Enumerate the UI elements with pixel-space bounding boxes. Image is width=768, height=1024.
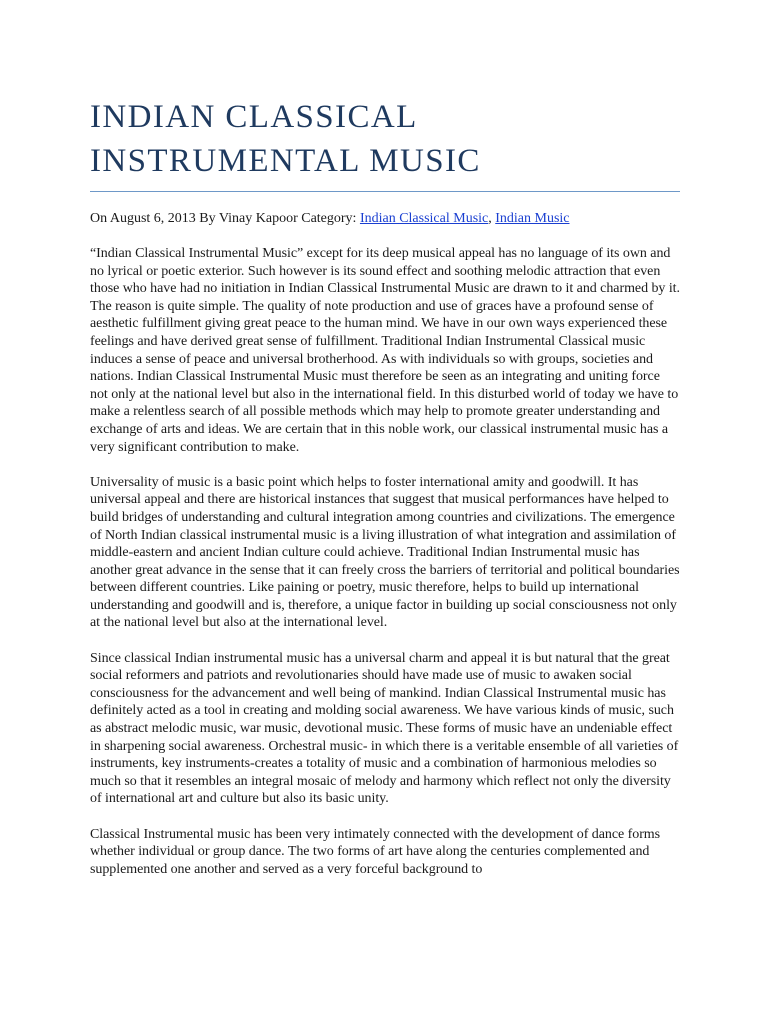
- article-body: [90, 245, 680, 878]
- category-link-indian-classical-music[interactable]: Indian Classical Music: [359, 211, 489, 226]
- article-title: INDIAN CLASSICAL INSTRUMENTAL MUSIC: [90, 99, 481, 179]
- meta-separator: ,: [488, 211, 496, 226]
- meta-prefix: On August 6, 2013 By Vinay Kapoor Category:: [90, 211, 360, 226]
- title-divider: [90, 191, 680, 192]
- category-link-indian-music[interactable]: Indian Music: [495, 211, 570, 226]
- paragraph-1: “Indian Classical Instrumental Music” except for its deep musical appeal has no language of its own and no lyrical or poetic exterior. Such however is its sound effect and soothing melodic attraction that even those who have had no initiation in Indian Classical Instrumental Music are drawn to it and charmed by it. The reason is quite simple. The quality of note production and use of graces have a profound sense of aesthetic fulfillment giving great peace to the human mind. We have in our own ways experienced these feelings and have derived great sense of fulfillment. Traditional Indian Instrumental Classical music induces a sense of peace and universal brotherhood. As with individuals so with groups, societies and nations. Indian Classical Instrumental Music must therefore be seen as an integrating and uniting force not only at the national level but also in the international field. In this disturbed world of today we have to make a relentless search of all possible methods which may help to promote greater understanding and exchange of arts and ideas. We are certain that in this noble work, our classical instrumental music has a very significant contribution to make.: [90, 246, 680, 455]
- paragraph-3: Since classical Indian instrumental music has a universal charm and appeal it is but natural that the great social reformers and patriots and revolutionaries should have made use of music to awaken social consciousness for the advancement and well being of mankind. Indian Classical Instrumental music has definitely acted as a tool in creating and molding social awareness. We have various kinds of music, such as abstract melodic music, war music, devotional music. These forms of music have an undeniable effect in sharpening social awareness. Orchestral music- in which there is a veritable ensemble of all varieties of instruments, key instruments-creates a totality of music and a combination of harmonious melodies so much so that it resembles an integral mosaic of melody and harmony which reflect not only the diversity of international art and culture but also its basic unity.: [90, 650, 679, 807]
- paragraph-2: Universality of music is a basic point which helps to foster international amity and goodwill. It has universal appeal and there are historical instances that suggest that musical performances have helped to build bridges of understanding and cultural integration among countries and civilizations. The emergence of North Indian classical instrumental music is a living illustration of what integration and assimilation of middle-eastern and ancient Indian culture could achieve. Traditional Indian Instrumental music has another great advance in the sense that it can freely cross the barriers of territorial and political boundaries between different countries. Like paining or poetry, music therefore, helps to build up international understanding and goodwill and is, therefore, a unique factor in building up social consciousness not only at the national level but also at the international level.: [90, 474, 680, 631]
- article-meta: [90, 210, 680, 228]
- paragraph-4: Classical Instrumental music has been very intimately connected with the development of dance forms whether individual or group dance. The two forms of art have along the centuries complemented and supplemented one another and served as a very forceful background to: [90, 826, 661, 877]
- document-page: [90, 0, 680, 896]
